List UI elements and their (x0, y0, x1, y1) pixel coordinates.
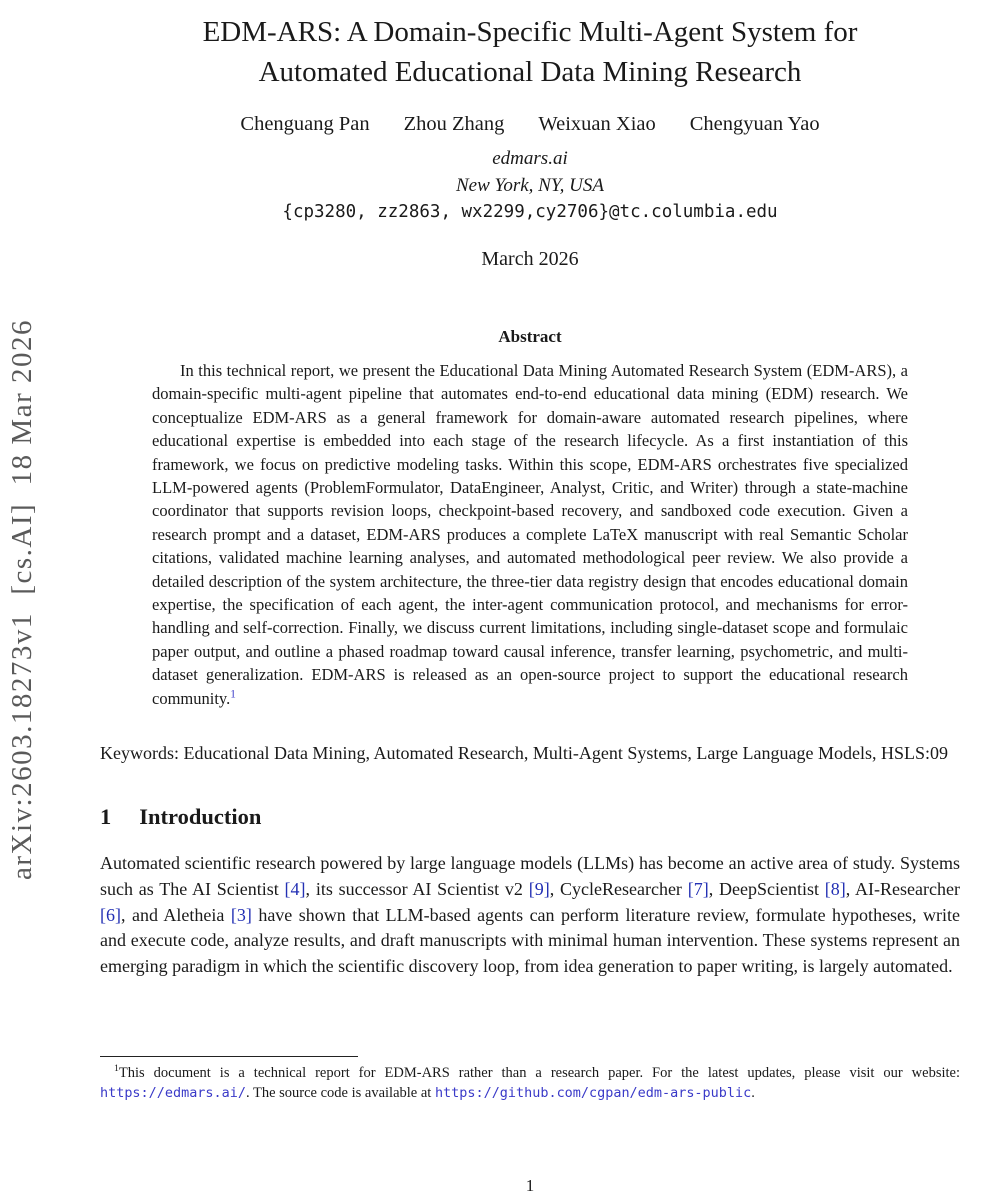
citation-link[interactable]: [6] (100, 904, 121, 925)
section-heading-introduction (100, 804, 960, 830)
text-run: This document is a technical report for EDM-ARS rather than a research paper. For the latest updates, please visit our website: (118, 1065, 960, 1081)
text-run: , and Aletheia (121, 904, 231, 925)
footnote-rule (100, 1056, 358, 1057)
text-run: have shown that LLM-based agents can perform literature review, formulate hypotheses, write and execute code, analyze results, and draft manuscripts with minimal human intervention. These systems represent an emerging paradigm in which the scientific discovery loop, from idea generation to paper writing, is largely automated. (100, 904, 960, 976)
text-run: . The source code is available at (245, 1084, 435, 1101)
text-run: , AI-Researcher (845, 878, 960, 899)
abstract-heading: Abstract (498, 327, 562, 346)
citation-link[interactable]: [4] (284, 878, 306, 899)
affiliation-block (100, 145, 960, 199)
citation-link[interactable]: [9] (528, 878, 550, 899)
intro-paragraph (100, 851, 960, 980)
section-title: Introduction (139, 804, 262, 830)
citation-link[interactable]: [3] (230, 904, 252, 925)
date-line: March 2026 (481, 248, 579, 270)
author-name: Weixuan Xiao (538, 113, 656, 135)
url-link[interactable]: https://github.com/cgpan/edm-ars-public (434, 1084, 752, 1101)
paper-page (100, 0, 960, 980)
page-number: 1 (525, 1176, 535, 1195)
affiliation-org: edmars.ai (492, 148, 568, 169)
text-run: , CycleResearcher (549, 878, 688, 899)
citation-link[interactable]: [8] (824, 878, 846, 899)
abstract-text (152, 359, 908, 710)
footnote-block (100, 1056, 960, 1103)
text-run: , DeepScientist (708, 878, 825, 899)
footnote-ref[interactable]: 1 (230, 688, 236, 701)
footnote-text (100, 1064, 960, 1103)
citation-link[interactable]: [7] (687, 878, 709, 899)
text-run: , its successor AI Scientist v2 (305, 878, 529, 899)
paper-title-line1: EDM-ARS: A Domain-Specific Multi-Agent System for (202, 16, 858, 48)
keywords-line: Keywords: Educational Data Mining, Automated Research, Multi-Agent Systems, Large Language Models, HSLS:09 (100, 743, 949, 764)
footnote-marker: 1 (114, 1063, 119, 1075)
text-run: Automated scientific research powered by large language models (LLMs) has become an active area of study. Systems such as The AI Scientist (100, 853, 960, 899)
text-run: In this technical report, we present the Educational Data Mining Automated Research System (EDM-ARS), a domain-specific multi-agent pipeline that automates end-to-end educational data mining (EDM) research. We conceptualize EDM-ARS as a general framework for domain-aware automated research pipelines, where educational expertise is embedded into each stage of the research lifecycle. As a first instantiation of this framework, we focus on predictive modeling tasks. Within this scope, EDM-ARS orchestrates five specialized LLM-powered agents (ProblemFormulator, DataEngineer, Analyst, Critic, and Writer) through a state-machine coordinator that supports revision loops, checkpoint-based recovery, and sandboxed code execution. Given a research prompt and a dataset, EDM-ARS produces a complete LaTeX manuscript with real Semantic Scholar citations, validated machine learning analyses, and automated methodological peer review. We also provide a detailed description of the system architecture, the three-tier data registry design that encodes educational domain expertise, the specification of each agent, the inter-agent communication protocol, and mechanisms for error-handling and self-correction. Finally, we discuss current limitations, including single-dataset scope and formulaic paper output, and outline a phased roadmap toward causal inference, transfer learning, psychometric, and multi-dataset generalization. EDM-ARS is released as an open-source project to support the educational research community. (152, 361, 908, 708)
email-line: {cp3280, zz2863, wx2299,cy2706}@tc.columbia.edu (282, 202, 778, 222)
author-name: Chengyuan Yao (689, 113, 820, 135)
paper-title (100, 12, 960, 92)
author-name: Zhou Zhang (403, 113, 505, 135)
paper-title-line2: Automated Educational Data Mining Research (258, 56, 802, 88)
url-link[interactable]: https://edmars.ai/ (100, 1084, 246, 1101)
section-number: 1 (100, 804, 112, 830)
arxiv-watermark: arXiv:2603.18273v1 [cs.AI] 18 Mar 2026 (6, 319, 38, 880)
text-run: . (751, 1084, 755, 1101)
author-name: Chenguang Pan (240, 113, 370, 135)
authors-row (100, 113, 960, 136)
affiliation-location: New York, NY, USA (455, 175, 604, 196)
